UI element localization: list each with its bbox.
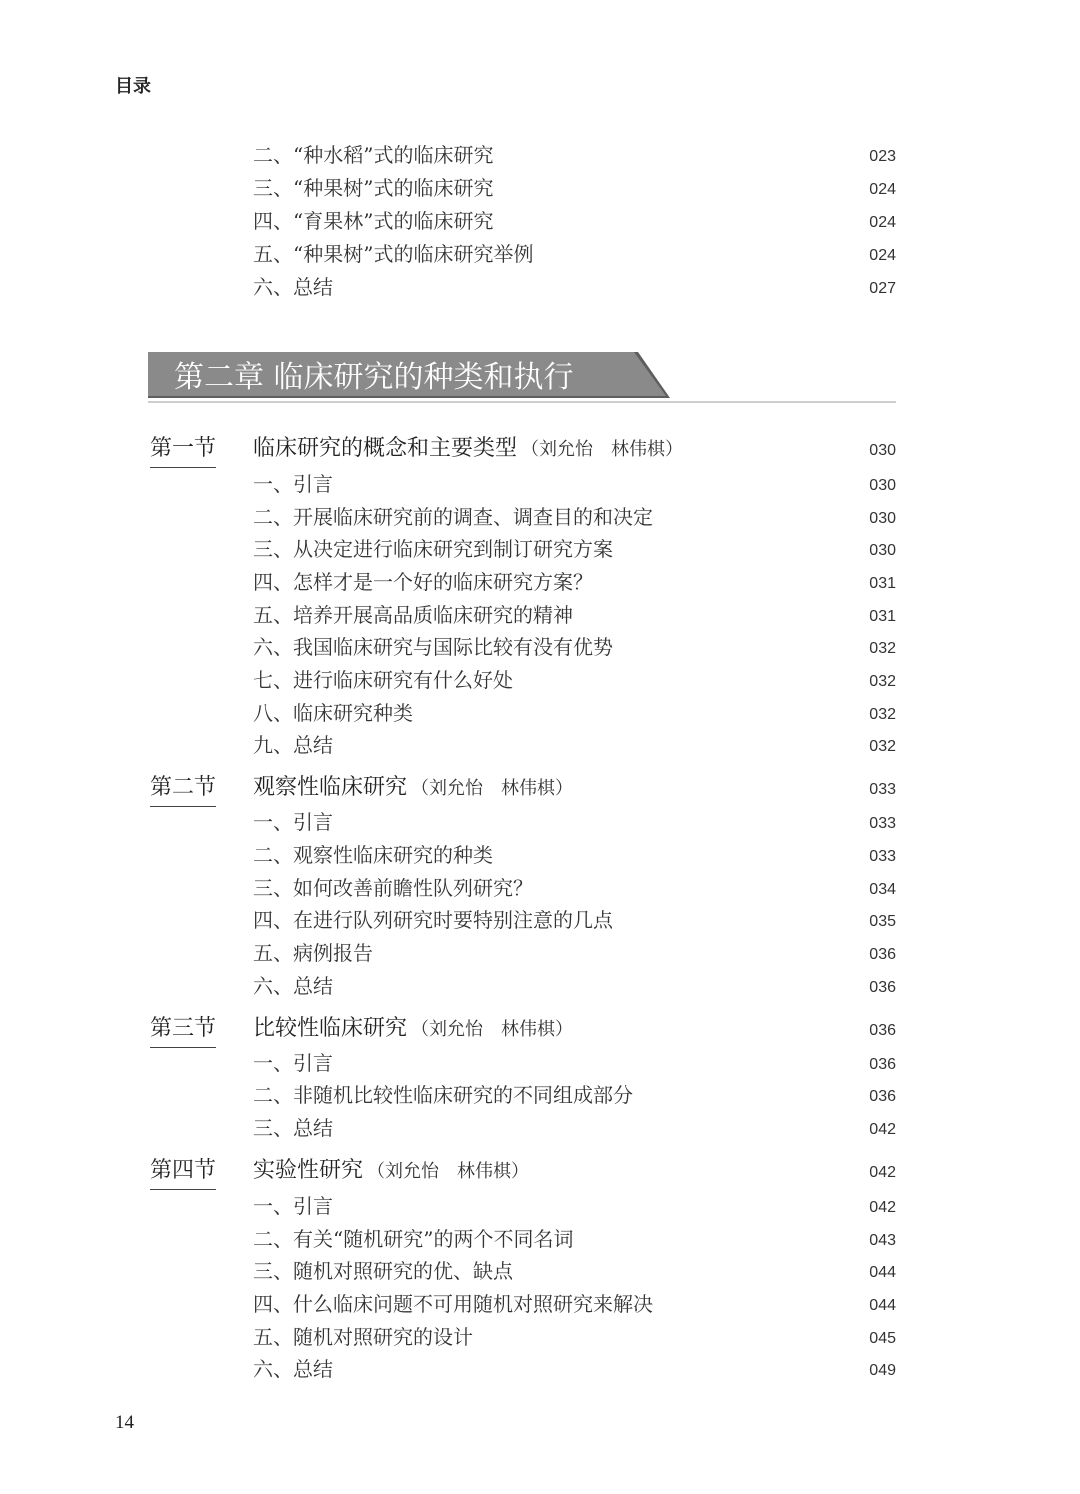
toc-item-label: 五、“种果树”式的临床研究举例 [253,242,534,266]
section-title-group [253,772,573,805]
toc-item-label: 五、培养开展高品质临床研究的精神 [253,603,573,627]
toc-item-page: 024 [869,181,896,198]
chapter-banner[interactable] [148,352,896,404]
toc-item-page: 042 [869,1199,896,1216]
toc-item-page: 032 [869,640,896,657]
toc-item[interactable] [0,1079,1080,1111]
section-title: 实验性研究 [253,1158,364,1183]
section-title: 观察性临床研究 [253,775,408,800]
toc-item-page: 030 [869,542,896,559]
section-page: 036 [869,1022,896,1039]
toc-item-page: 032 [869,738,896,755]
toc-item[interactable] [0,806,1080,838]
toc-item-label: 二、非随机比较性临床研究的不同组成部分 [253,1083,633,1107]
toc-item-label: 三、随机对照研究的优、缺点 [253,1259,513,1283]
toc-item[interactable] [0,1255,1080,1287]
toc-item-label: 二、有关“随机研究”的两个不同名词 [253,1227,574,1251]
toc-item-page: 033 [869,848,896,865]
section-authors: （刘允怡 林伟棋） [367,1161,530,1182]
toc-item[interactable] [0,872,1080,904]
toc-item-label: 四、“育果林”式的临床研究 [253,209,494,233]
section-title: 比较性临床研究 [253,1016,408,1041]
toc-item-label: 三、总结 [253,1116,333,1140]
toc-item-page: 027 [869,280,896,297]
section-heading[interactable] [0,1155,1080,1187]
toc-item[interactable] [0,631,1080,663]
toc-item-label: 一、引言 [253,472,333,496]
toc-item-page: 035 [869,913,896,930]
toc-item-label: 七、进行临床研究有什么好处 [253,668,513,692]
section-page: 042 [869,1164,896,1181]
toc-item-label: 一、引言 [253,1194,333,1218]
section-authors: （刘允怡 林伟棋） [411,1019,574,1040]
section-authors: （刘允怡 林伟棋） [411,778,574,799]
toc-item-label: 二、开展临床研究前的调查、调查目的和决定 [253,505,653,529]
toc-item-label: 二、“种水稻”式的临床研究 [253,143,494,167]
toc-item-label: 九、总结 [253,733,333,757]
toc-item[interactable] [0,271,1080,303]
section-heading[interactable] [0,1013,1080,1045]
toc-item-page: 044 [869,1264,896,1281]
section-number: 第四节 [150,1155,216,1190]
toc-item-page: 030 [869,477,896,494]
toc-item-page: 036 [869,1088,896,1105]
toc-item[interactable] [0,468,1080,500]
section-authors: （刘允怡 林伟棋） [521,439,684,460]
toc-item-label: 八、临床研究种类 [253,701,413,725]
toc-item[interactable] [0,664,1080,696]
toc-item[interactable] [0,599,1080,631]
section-heading[interactable] [0,433,1080,465]
toc-item[interactable] [0,501,1080,533]
section-number: 第三节 [150,1013,216,1048]
toc-item-label: 六、总结 [253,974,333,998]
toc-item-label: 二、观察性临床研究的种类 [253,843,493,867]
section-title: 临床研究的概念和主要类型 [253,436,518,461]
toc-item-label: 五、随机对照研究的设计 [253,1325,473,1349]
toc-item-page: 036 [869,946,896,963]
toc-item-page: 045 [869,1330,896,1347]
section-number: 第一节 [150,433,216,468]
chapter-title: 第二章 临床研究的种类和执行 [174,360,574,395]
toc-item-label: 六、总结 [253,275,333,299]
toc-item-page: 036 [869,1056,896,1073]
toc-item-label: 六、我国临床研究与国际比较有没有优势 [253,635,613,659]
section-title-group [253,1155,529,1188]
toc-item[interactable] [0,205,1080,237]
toc-item-page: 036 [869,979,896,996]
toc-item[interactable] [0,1047,1080,1079]
toc-item-label: 三、“种果树”式的临床研究 [253,176,494,200]
toc-item-label: 四、怎样才是一个好的临床研究方案？ [253,570,593,594]
toc-item-label: 四、什么临床问题不可用随机对照研究来解决 [253,1292,653,1316]
toc-item[interactable] [0,1288,1080,1320]
toc-item-label: 六、总结 [253,1357,333,1381]
toc-item-label: 三、如何改善前瞻性队列研究？ [253,876,533,900]
footer-page-number: 14 [115,1412,134,1433]
toc-header-title: 目录 [115,76,151,97]
toc-item[interactable] [0,697,1080,729]
toc-item-label: 三、从决定进行临床研究到制订研究方案 [253,537,613,561]
toc-item[interactable] [0,238,1080,270]
toc-item[interactable] [0,1321,1080,1353]
toc-item-page: 031 [869,608,896,625]
toc-item[interactable] [0,904,1080,936]
section-page: 030 [869,442,896,459]
section-title-group [253,1013,573,1046]
toc-item-page: 032 [869,706,896,723]
toc-item[interactable] [0,970,1080,1002]
toc-item[interactable] [0,729,1080,761]
toc-item-page: 043 [869,1232,896,1249]
toc-item-page: 032 [869,673,896,690]
toc-item-page: 031 [869,575,896,592]
section-number: 第二节 [150,772,216,807]
toc-item-label: 一、引言 [253,810,333,834]
toc-item-page: 042 [869,1121,896,1138]
toc-item-page: 033 [869,815,896,832]
toc-item[interactable] [0,839,1080,871]
section-page: 033 [869,781,896,798]
toc-item[interactable] [0,1353,1080,1385]
toc-item-page: 024 [869,247,896,264]
toc-item[interactable] [0,1190,1080,1222]
toc-item-page: 024 [869,214,896,231]
toc-item-page: 030 [869,510,896,527]
toc-item[interactable] [0,533,1080,565]
toc-item-label: 一、引言 [253,1051,333,1075]
toc-item-label: 四、在进行队列研究时要特别注意的几点 [253,908,613,932]
toc-item[interactable] [0,172,1080,204]
toc-item-page: 034 [869,881,896,898]
section-heading[interactable] [0,772,1080,804]
toc-item[interactable] [0,1112,1080,1144]
toc-item[interactable] [0,139,1080,171]
toc-item[interactable] [0,1223,1080,1255]
toc-item-page: 044 [869,1297,896,1314]
section-title-group [253,433,683,466]
toc-item[interactable] [0,937,1080,969]
toc-item-label: 五、病例报告 [253,941,373,965]
toc-item-page: 049 [869,1362,896,1379]
toc-item[interactable] [0,566,1080,598]
toc-item-page: 023 [869,148,896,165]
